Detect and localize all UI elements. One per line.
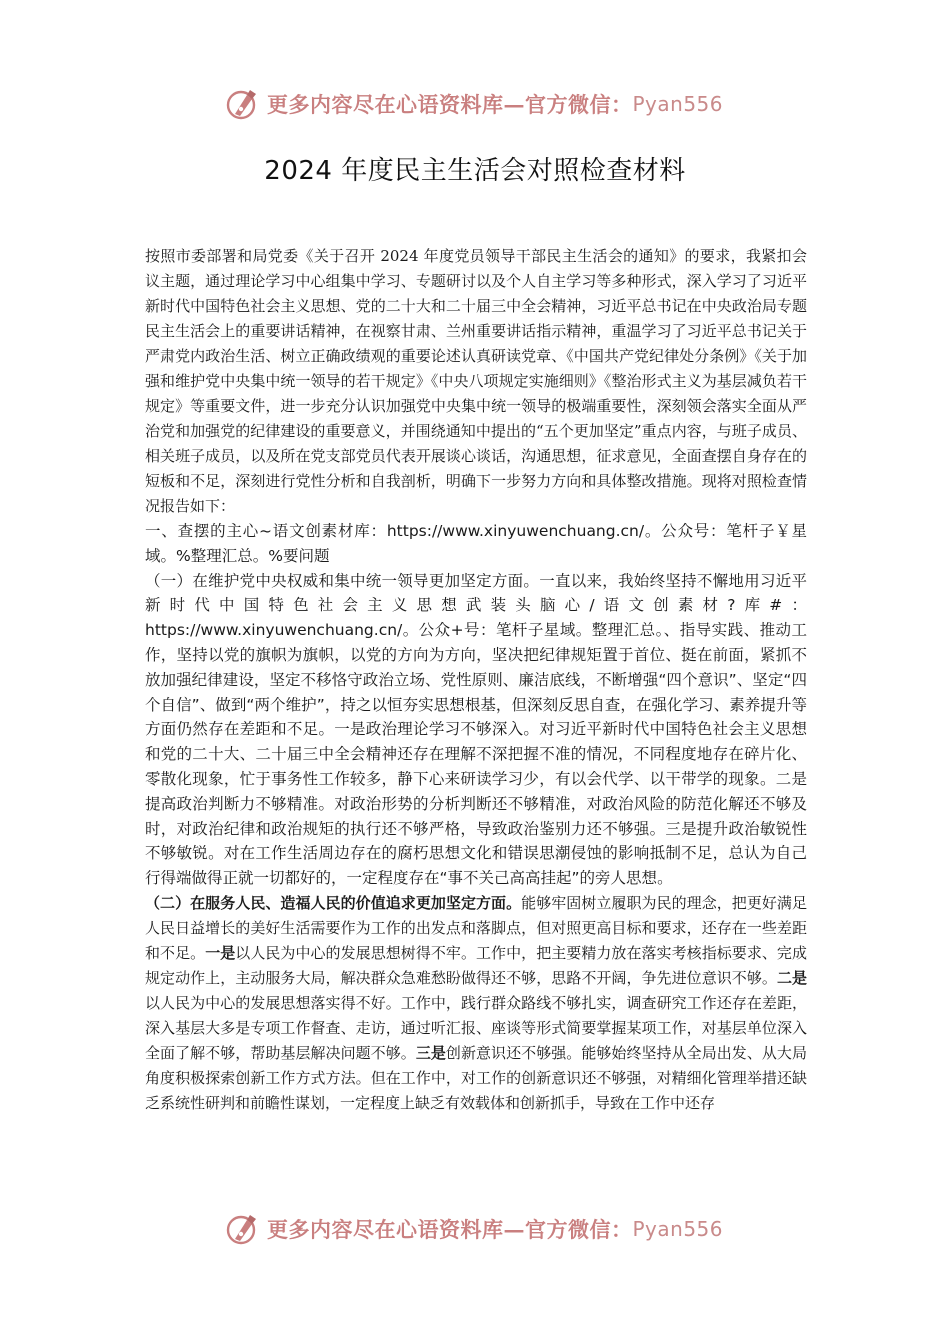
document-body: [145, 244, 807, 1116]
pen-nib-circle-icon: [225, 86, 261, 122]
subsection-2-body: 能够牢固树立履职为民的理念，把更好满足人民日益增长的美好生活需要作为工作的出发点和落脚点，但对照更高目标和要求，还存在一些差距和不足。: [145, 893, 807, 962]
point-1-label: 一是: [205, 943, 236, 962]
point-2-label: 二是: [776, 968, 807, 987]
section-heading: 一、查摆的主心~语文创素材库：https://www.xinyuwenchuang.cn/。公众号：笔杆子￥星域。%整理汇总。%要问题: [145, 522, 807, 565]
point-3-label: 三是: [415, 1043, 446, 1062]
banner-text: 更多内容尽在心语资料库—官方微信：: [267, 1217, 633, 1242]
point-3-text: 创新意识还不够强。能够始终坚持从全局出发、从大局角度积极探索创新工作方式方法。但在工作中，对工作的创新意识还不够强，对精细化管理举措还缺乏系统性研判和前瞻性谋划，一定程度上缺乏有效载体和创新抓手，导致在工作中还存: [145, 1043, 807, 1112]
document-title: 2024 年度民主生活会对照检查材料: [264, 156, 686, 186]
banner-wechat-id: Pyan556: [632, 1217, 724, 1241]
subsection-1-paragraph: （一）在维护党中央权威和集中统一领导更加坚定方面。一直以来，我始终坚持不懈地用习近平新时代中国特色社会主义思想武装头脑心/语文创素材?库#：https://www.xinyuwenchuang.cn/。公众+号：笔杆子星域。整理汇总。、指导实践、推动工作，坚持以党的旗帜为旗帜，以党的方向为方向，坚决把纪律规矩置于首位、挺在前面，紧抓不放加强纪律建设，坚定不移恪守政治立场、党性原则、廉洁底线，不断增强“四个意识”、坚定“四个自信”、做到“两个维护”，持之以恒夯实思想根基，但深刻反思自查，在强化学习、素养提升等方面仍然存在差距和不足。一是政治理论学习不够深入。对习近平新时代中国特色社会主义思想和党的二十大、二十届三中全会精神还存在理解不深把握不准的情况，不同程度地存在碎片化、零散化现象，忙于事务性工作较多，静下心来研读学习少，有以会代学、以干带学的现象。二是提高政治判断力不够精准。对政治形势的分析判断还不够精准，对政治风险的防范化解还不够及时，对政治纪律和政治规矩的执行还不够严格，导致政治鉴别力还不够强。三是提升政治敏锐性不够敏锐。对在工作生活周边存在的腐朽思想文化和错误思潮侵蚀的影响抵制不足，总认为自己行得端做得正就一切都好的，一定程度存在“事不关己高高挂起”的旁人思想。: [145, 571, 807, 888]
intro-paragraph: 按照市委部署和局党委《关于召开 2024 年度党员领导干部民主生活会的通知》的要求，我紧扣会议主题，通过理论学习中心组集中学习、专题研讨以及个人自主学习等多种形式，深入学习了习近平新时代中国特色社会主义思想、党的二十大和二十届三中全会精神，习近平总书记在中央政治局专题民主生活会上的重要讲话精神，在视察甘肃、兰州重要讲话指示精神，重温学习了习近平总书记关于严肃党内政治生活、树立正确政绩观的重要论述认真研读党章、《中国共产党纪律处分条例》《关于加强和维护党中央集中统一领导的若干规定》《中央八项规定实施细则》《整治形式主义为基层减负若干规定》等重要文件，进一步充分认识加强党中央集中统一领导的极端重要性，深刻领会落实全面从严治党和加强党的纪律建设的重要意义，并围绕通知中提出的“五个更加坚定”重点内容，与班子成员、相关班子成员，以及所在党支部党员代表开展谈心谈话，沟通思想，征求意见，全面查摆自身存在的短板和不足，深刻进行党性分析和自我剖析，明确下一步努力方向和具体整改措施。现将对照检查情况报告如下：: [145, 247, 807, 515]
header-banner: [225, 84, 745, 124]
point-2-text: 以人民为中心的发展思想落实得不好。工作中，践行群众路线不够扎实，调查研究工作还存在差距，深入基层大多是专项工作督查、走访，通过听汇报、座谈等形式简要掌握某项工作，对基层单位深入全面了解不够，帮助基层解决问题不够。: [145, 993, 807, 1062]
point-1-text: 以人民为中心的发展思想树得不牢。工作中，把主要精力放在落实考核指标要求、完成规定动作上，主动服务大局，解决群众急难愁盼做得还不够，思路不开阔，争先进位意识不够。: [145, 943, 807, 987]
subsection-2-heading: （二）在服务人民、造福人民的价值追求更加坚定方面。: [145, 893, 522, 912]
pen-nib-circle-icon: [225, 1211, 261, 1247]
footer-banner: [225, 1209, 745, 1249]
banner-wechat-id: Pyan556: [632, 92, 724, 116]
banner-text: 更多内容尽在心语资料库—官方微信：: [267, 92, 633, 117]
subsection-2-paragraph: [145, 891, 807, 1116]
